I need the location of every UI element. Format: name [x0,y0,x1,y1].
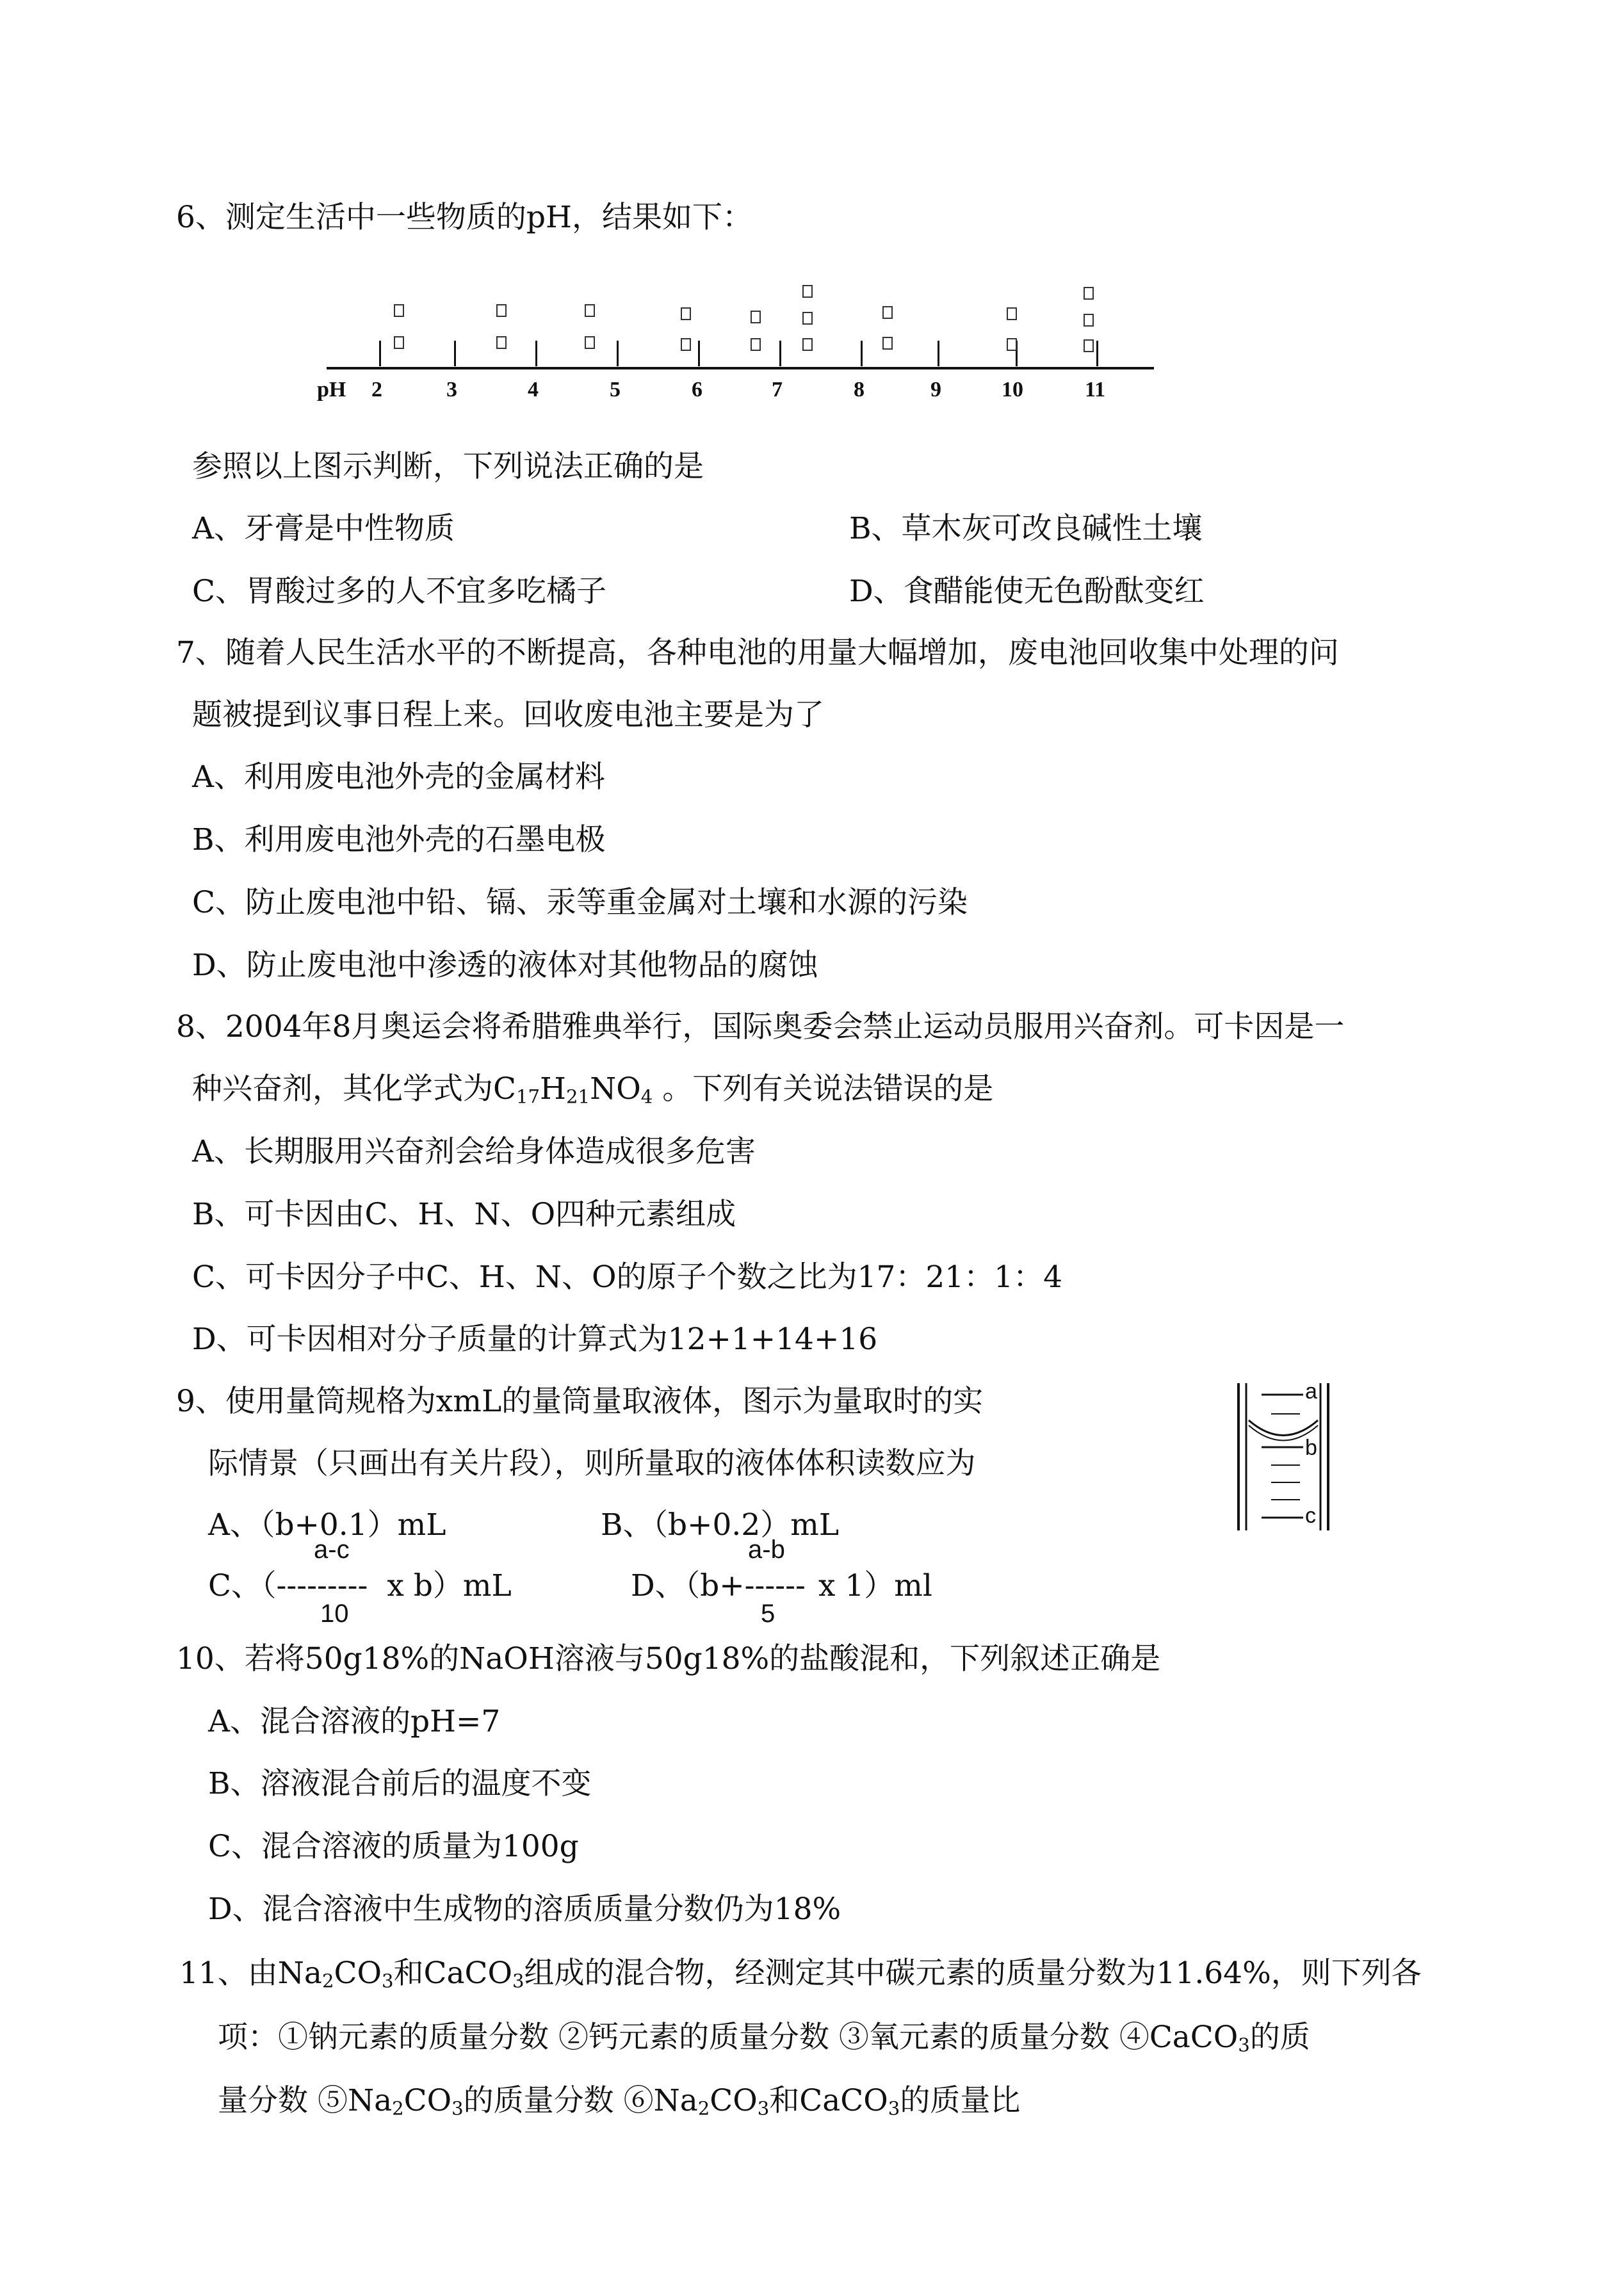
ph-tick-label: 6 [692,378,702,401]
ph-tick-label: 11 [1085,378,1106,401]
substance-glyph [394,304,404,317]
substance-glyph [882,337,893,350]
ph-tick-8 [861,341,863,366]
q6-option-b: B、草木灰可改良碱性土壤 [849,511,1203,546]
substance-glyph [802,285,813,298]
q6-option-a: A、牙膏是中性物质 [192,511,455,546]
substance-glyph [681,338,691,351]
cylinder-label-b: b [1305,1436,1317,1460]
q9-option-c-numerator: a-c [314,1536,350,1564]
graduated-cylinder-icon [1236,1379,1332,1530]
q7-option-a: A、利用废电池外壳的金属材料 [192,759,605,795]
ph-tick-2 [379,341,381,366]
substance-glyph [1007,307,1017,320]
substance-glyph [751,311,761,323]
ph-tick-label: 9 [930,378,941,401]
q9-option-d: D、（b+------ x 1）ml [631,1568,932,1603]
ph-tick-5 [617,341,619,366]
q8-stem-line1: 8、2004年8月奥运会将希腊雅典举行，国际奥委会禁止运动员服用兴奋剂。可卡因是一 [176,1009,1345,1044]
ph-tick-label: 5 [610,378,621,401]
graduated-cylinder-figure [1236,1379,1332,1530]
ph-tick-6 [698,341,700,366]
cylinder-label-a: a [1305,1379,1317,1404]
substance-glyph [585,336,595,349]
ph-tick-label: 4 [528,378,539,401]
q7-option-c: C、防止废电池中铅、镉、汞等重金属对土壤和水源的污染 [192,885,968,920]
q9-option-d-denominator: 5 [761,1600,775,1628]
substance-glyph [1084,339,1094,352]
q9-option-d-numerator: a-b [748,1536,785,1564]
q8-option-c: C、可卡因分子中C、H、N、O的原子个数之比为17：21：1：4 [192,1260,1062,1295]
q9-stem-line1: 9、使用量筒规格为xmL的量筒量取液体，图示为量取时的实 [176,1384,984,1419]
q10-option-b: B、溶液混合前后的温度不变 [208,1766,592,1801]
ph-tick-3 [454,341,456,366]
substance-glyph [802,338,813,351]
q7-option-b: B、利用废电池外壳的石墨电极 [192,822,606,857]
q11-line3: 量分数 $⑤Na_2CO_3$的质量分数 $⑥Na_2CO_3$和CaCO$_3$的质量比 [218,2083,1021,2120]
q8-stem-line2: 种兴奋剂，其化学式为$C_{17}H_{21}NO_4$ 。下列有关说法错误的是 [192,1071,994,1108]
ph-tick-label: 3 [446,378,457,401]
q7-stem-line2: 题被提到议事日程上来。回收废电池主要是为了 [192,697,824,733]
q8-option-a: A、长期服用兴奋剂会给身体造成很多危害 [192,1134,756,1169]
ph-axis-line [327,367,1154,369]
ph-tick-7 [779,341,781,366]
substance-glyph [394,336,404,349]
q8-option-d: D、可卡因相对分子质量的计算式为12+1+14+16 [192,1322,878,1357]
q9-option-a: A、（b+0.1）mL [208,1507,446,1543]
ph-tick-label: 8 [854,378,865,401]
ph-tick-label: 2 [371,378,382,401]
q9-option-c: C、（--------- x b）mL [208,1568,512,1603]
ph-tick-label: 7 [772,378,783,401]
substance-glyph [1007,338,1017,351]
q9-option-b: B、（b+0.2）mL [601,1507,840,1543]
q9-stem-line2: 际情景（只画出有关片段），则所量取的液体体积读数应为 [208,1446,976,1481]
q10-stem: 10、若将50g18%的NaOH溶液与50g18%的盐酸混和，下列叙述正确是 [176,1641,1161,1676]
ph-tick-11 [1096,341,1098,366]
ph-tick-4 [535,341,537,366]
ph-tick-9 [938,341,939,366]
ph-tick-label: 10 [1002,378,1023,401]
substance-glyph [1084,287,1094,300]
substance-glyph [802,312,813,325]
substance-glyph [882,306,893,319]
substance-glyph [496,336,507,349]
substance-glyph [496,304,507,317]
substance-glyph [1084,314,1094,327]
q9-option-c-denominator: 10 [320,1600,349,1628]
q11-line1: 11、由$Na_2CO_3$和CaCO$_3$组成的混合物，经测定其中碳元素的质量分数为11.64%，则下列各 [179,1956,1422,1992]
substance-glyph [585,304,595,317]
substance-glyph [681,307,691,320]
q10-option-d: D、混合溶液中生成物的溶质质量分数仍为18% [208,1892,841,1927]
cylinder-label-c: c [1305,1504,1316,1528]
q7-option-d: D、防止废电池中渗透的液体对其他物品的腐蚀 [192,948,818,983]
q6-prompt: 参照以上图示判断，下列说法正确的是 [192,449,704,484]
q6-option-c: C、胃酸过多的人不宜多吃橘子 [192,574,606,609]
substance-glyph [751,338,761,351]
q6-option-d: D、食醋能使无色酚酞变红 [849,574,1205,609]
q7-stem-line1: 7、随着人民生活水平的不断提高，各种电池的用量大幅增加，废电池回收集中处理的问 [176,635,1339,670]
q11-line2: 项：①钠元素的质量分数 ②钙元素的质量分数 ③氧元素的质量分数 ④CaCO$_3$的质 [218,2020,1310,2056]
q10-option-a: A、混合溶液的pH=7 [208,1704,501,1739]
q8-option-b: B、可卡因由C、H、N、O四种元素组成 [192,1197,736,1232]
q6-stem: 6、测定生活中一些物质的pH，结果如下： [176,200,752,235]
ph-axis-label: pH [317,378,346,401]
q10-option-c: C、混合溶液的质量为100g [208,1829,579,1864]
